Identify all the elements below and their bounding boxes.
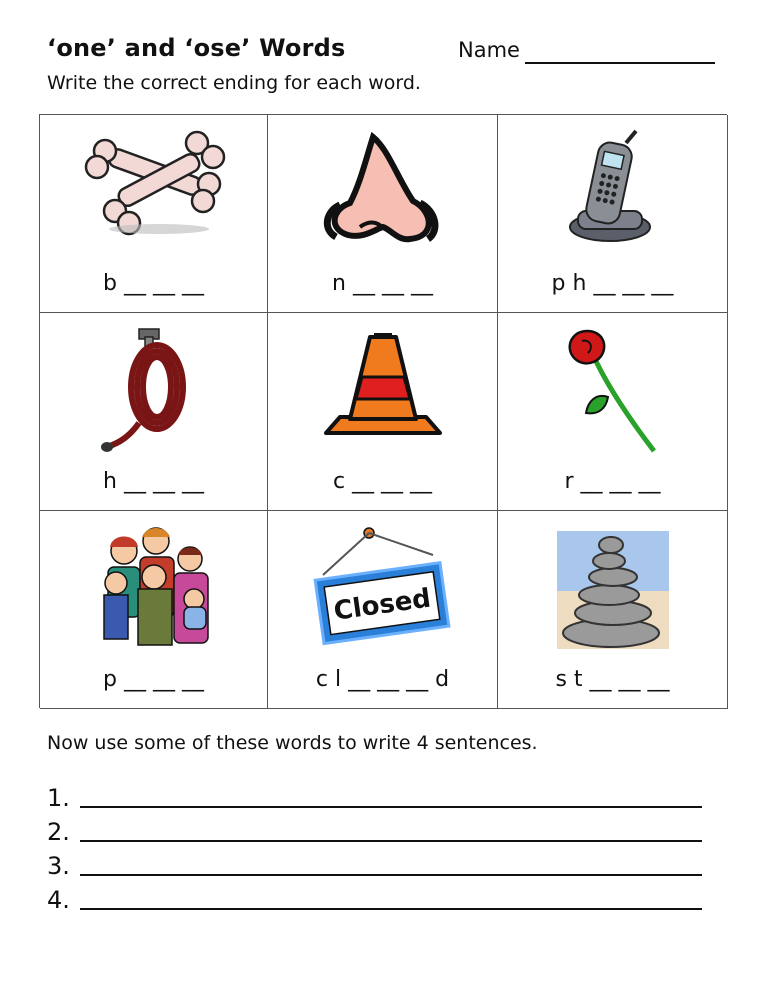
- writing-rule: [80, 840, 702, 842]
- hose-icon: [99, 327, 209, 457]
- sentence-line-4[interactable]: [47, 880, 707, 914]
- sentence-line-3[interactable]: [47, 846, 707, 880]
- writing-rule: [80, 908, 702, 910]
- phone-icon: [558, 129, 668, 249]
- grid-cell-phone: [498, 115, 728, 313]
- word-blank[interactable]: n __ __ __: [332, 271, 433, 296]
- sentence-number: 2.: [47, 818, 70, 846]
- grid-cell-stone: [498, 511, 728, 709]
- stone-icon: [553, 525, 673, 655]
- grid-cell-bone: [40, 115, 268, 313]
- grid-cell-nose: [268, 115, 498, 313]
- grid-cell-hose: [40, 313, 268, 511]
- sentence-number: 1.: [47, 784, 70, 812]
- word-blank[interactable]: c __ __ __: [332, 469, 433, 494]
- rose-icon: [558, 327, 668, 457]
- cone-icon: [318, 327, 448, 447]
- bone-icon: [79, 129, 229, 239]
- worksheet-title: ‘one’ and ‘ose’ Words: [47, 34, 346, 62]
- word-blank[interactable]: s t __ __ __: [555, 667, 670, 692]
- grid-cell-rose: [498, 313, 728, 511]
- sentence-number: 4.: [47, 886, 70, 914]
- word-blank[interactable]: p __ __ __: [103, 667, 204, 692]
- word-blank[interactable]: h __ __ __: [103, 469, 204, 494]
- closed-sign-text: Closed: [331, 583, 433, 627]
- name-label: Name: [458, 38, 520, 62]
- word-blank[interactable]: c l __ __ __ d: [315, 667, 450, 692]
- people-icon: [94, 525, 214, 655]
- grid-cell-people: [40, 511, 268, 709]
- word-blank[interactable]: b __ __ __: [103, 271, 204, 296]
- word-blank[interactable]: r __ __ __: [564, 469, 661, 494]
- name-line[interactable]: [525, 62, 715, 64]
- sentence-instruction: Now use some of these words to write 4 sentences.: [47, 732, 538, 754]
- word-blank[interactable]: p h __ __ __: [551, 271, 674, 296]
- sentence-line-2[interactable]: [47, 812, 707, 846]
- nose-icon: [318, 129, 448, 249]
- sentence-line-1[interactable]: [47, 778, 707, 812]
- grid-cell-cone: [268, 313, 498, 511]
- picture-grid: [39, 114, 727, 708]
- closed-sign-icon: [313, 525, 453, 655]
- sentence-number: 3.: [47, 852, 70, 880]
- writing-rule: [80, 806, 702, 808]
- instruction-text: Write the correct ending for each word.: [47, 72, 421, 94]
- writing-rule: [80, 874, 702, 876]
- grid-cell-closed-sign: [268, 511, 498, 709]
